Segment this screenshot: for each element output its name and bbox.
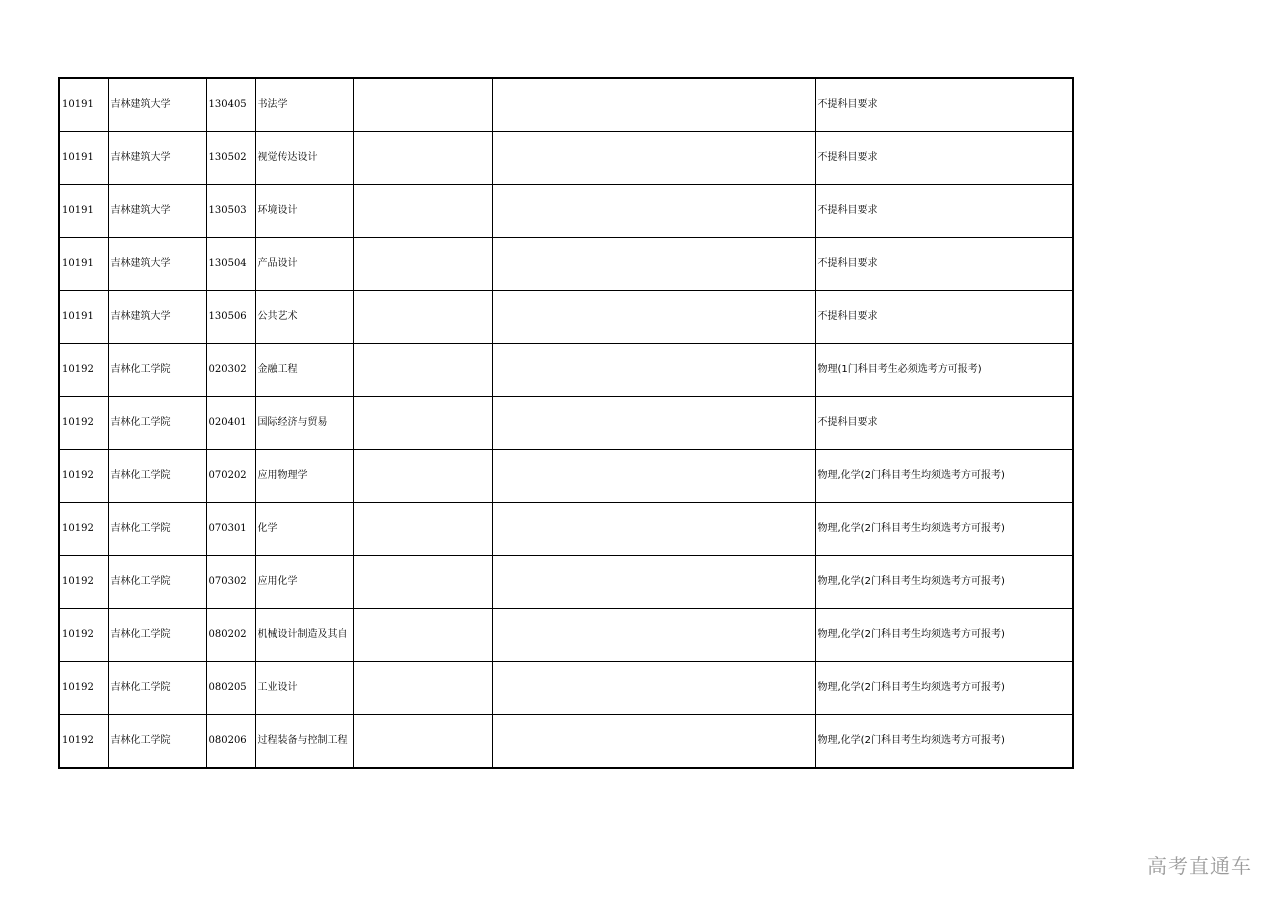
cell-empty-col6 <box>492 556 815 609</box>
cell-major-code: 080202 <box>206 609 255 662</box>
cell-major-name: 应用化学 <box>255 556 353 609</box>
cell-major-code: 080206 <box>206 715 255 769</box>
table-row <box>59 185 1073 238</box>
cell-empty-col5 <box>353 556 492 609</box>
cell-empty-col6 <box>492 503 815 556</box>
cell-subject-requirement: 物理,化学(2门科目考生均须选考方可报考) <box>815 662 1073 715</box>
cell-school-code: 10192 <box>59 715 108 769</box>
cell-empty-col5 <box>353 662 492 715</box>
cell-major-name: 金融工程 <box>255 344 353 397</box>
cell-empty-col5 <box>353 291 492 344</box>
cell-school-code: 10191 <box>59 78 108 132</box>
cell-major-code: 070301 <box>206 503 255 556</box>
table-row <box>59 503 1073 556</box>
cell-subject-requirement: 物理,化学(2门科目考生均须选考方可报考) <box>815 609 1073 662</box>
cell-school-name: 吉林化工学院 <box>108 662 206 715</box>
cell-empty-col5 <box>353 503 492 556</box>
cell-major-name: 视觉传达设计 <box>255 132 353 185</box>
cell-school-code: 10192 <box>59 450 108 503</box>
cell-subject-requirement: 物理,化学(2门科目考生均须选考方可报考) <box>815 450 1073 503</box>
cell-major-name: 国际经济与贸易 <box>255 397 353 450</box>
cell-subject-requirement: 物理,化学(2门科目考生均须选考方可报考) <box>815 715 1073 769</box>
cell-empty-col6 <box>492 291 815 344</box>
table-row <box>59 132 1073 185</box>
cell-empty-col6 <box>492 450 815 503</box>
table-row <box>59 662 1073 715</box>
cell-school-name: 吉林化工学院 <box>108 397 206 450</box>
table-row <box>59 609 1073 662</box>
table-row <box>59 450 1073 503</box>
cell-empty-col6 <box>492 78 815 132</box>
cell-school-name: 吉林建筑大学 <box>108 185 206 238</box>
cell-major-name: 过程装备与控制工程 <box>255 715 353 769</box>
cell-major-name: 工业设计 <box>255 662 353 715</box>
cell-empty-col6 <box>492 609 815 662</box>
cell-major-code: 070302 <box>206 556 255 609</box>
cell-major-name: 化学 <box>255 503 353 556</box>
cell-empty-col5 <box>353 397 492 450</box>
table-row <box>59 238 1073 291</box>
cell-subject-requirement: 不提科目要求 <box>815 185 1073 238</box>
cell-empty-col6 <box>492 238 815 291</box>
cell-subject-requirement: 不提科目要求 <box>815 291 1073 344</box>
cell-subject-requirement: 不提科目要求 <box>815 132 1073 185</box>
table-row <box>59 556 1073 609</box>
table-row <box>59 397 1073 450</box>
cell-school-name: 吉林化工学院 <box>108 450 206 503</box>
cell-school-code: 10191 <box>59 291 108 344</box>
table-row <box>59 78 1073 132</box>
cell-subject-requirement: 物理,化学(2门科目考生均须选考方可报考) <box>815 556 1073 609</box>
cell-major-code: 130405 <box>206 78 255 132</box>
cell-school-name: 吉林化工学院 <box>108 503 206 556</box>
cell-empty-col6 <box>492 185 815 238</box>
cell-school-code: 10192 <box>59 344 108 397</box>
cell-empty-col6 <box>492 344 815 397</box>
cell-school-name: 吉林化工学院 <box>108 344 206 397</box>
table-row <box>59 715 1073 769</box>
cell-school-code: 10192 <box>59 556 108 609</box>
cell-empty-col5 <box>353 238 492 291</box>
cell-school-code: 10192 <box>59 503 108 556</box>
cell-school-name: 吉林建筑大学 <box>108 132 206 185</box>
cell-empty-col5 <box>353 715 492 769</box>
cell-major-name: 公共艺术 <box>255 291 353 344</box>
cell-subject-requirement: 不提科目要求 <box>815 78 1073 132</box>
cell-subject-requirement: 物理,化学(2门科目考生均须选考方可报考) <box>815 503 1073 556</box>
cell-major-name: 机械设计制造及其自 <box>255 609 353 662</box>
cell-major-name: 产品设计 <box>255 238 353 291</box>
cell-major-code: 020302 <box>206 344 255 397</box>
cell-major-code: 070202 <box>206 450 255 503</box>
cell-empty-col5 <box>353 132 492 185</box>
cell-subject-requirement: 不提科目要求 <box>815 238 1073 291</box>
cell-subject-requirement: 物理(1门科目考生必须选考方可报考) <box>815 344 1073 397</box>
cell-empty-col6 <box>492 715 815 769</box>
cell-empty-col6 <box>492 662 815 715</box>
cell-empty-col5 <box>353 450 492 503</box>
cell-major-code: 130503 <box>206 185 255 238</box>
cell-subject-requirement: 不提科目要求 <box>815 397 1073 450</box>
cell-school-code: 10192 <box>59 662 108 715</box>
cell-school-name: 吉林化工学院 <box>108 609 206 662</box>
cell-school-code: 10192 <box>59 609 108 662</box>
cell-empty-col5 <box>353 344 492 397</box>
cell-school-name: 吉林建筑大学 <box>108 291 206 344</box>
table-row <box>59 344 1073 397</box>
cell-empty-col5 <box>353 609 492 662</box>
cell-major-name: 应用物理学 <box>255 450 353 503</box>
cell-school-name: 吉林化工学院 <box>108 556 206 609</box>
subject-requirements-table <box>58 77 1074 769</box>
watermark-text: 高考直通车 <box>1147 854 1252 878</box>
cell-school-name: 吉林建筑大学 <box>108 78 206 132</box>
cell-major-code: 020401 <box>206 397 255 450</box>
cell-major-code: 130504 <box>206 238 255 291</box>
cell-empty-col6 <box>492 132 815 185</box>
cell-empty-col5 <box>353 185 492 238</box>
cell-major-name: 环境设计 <box>255 185 353 238</box>
cell-empty-col6 <box>492 397 815 450</box>
cell-school-code: 10192 <box>59 397 108 450</box>
cell-empty-col5 <box>353 78 492 132</box>
cell-school-code: 10191 <box>59 185 108 238</box>
cell-major-code: 130506 <box>206 291 255 344</box>
cell-major-name: 书法学 <box>255 78 353 132</box>
cell-school-name: 吉林化工学院 <box>108 715 206 769</box>
table-body <box>59 78 1073 768</box>
cell-school-code: 10191 <box>59 238 108 291</box>
cell-school-name: 吉林建筑大学 <box>108 238 206 291</box>
table-row <box>59 291 1073 344</box>
cell-school-code: 10191 <box>59 132 108 185</box>
cell-major-code: 130502 <box>206 132 255 185</box>
cell-major-code: 080205 <box>206 662 255 715</box>
